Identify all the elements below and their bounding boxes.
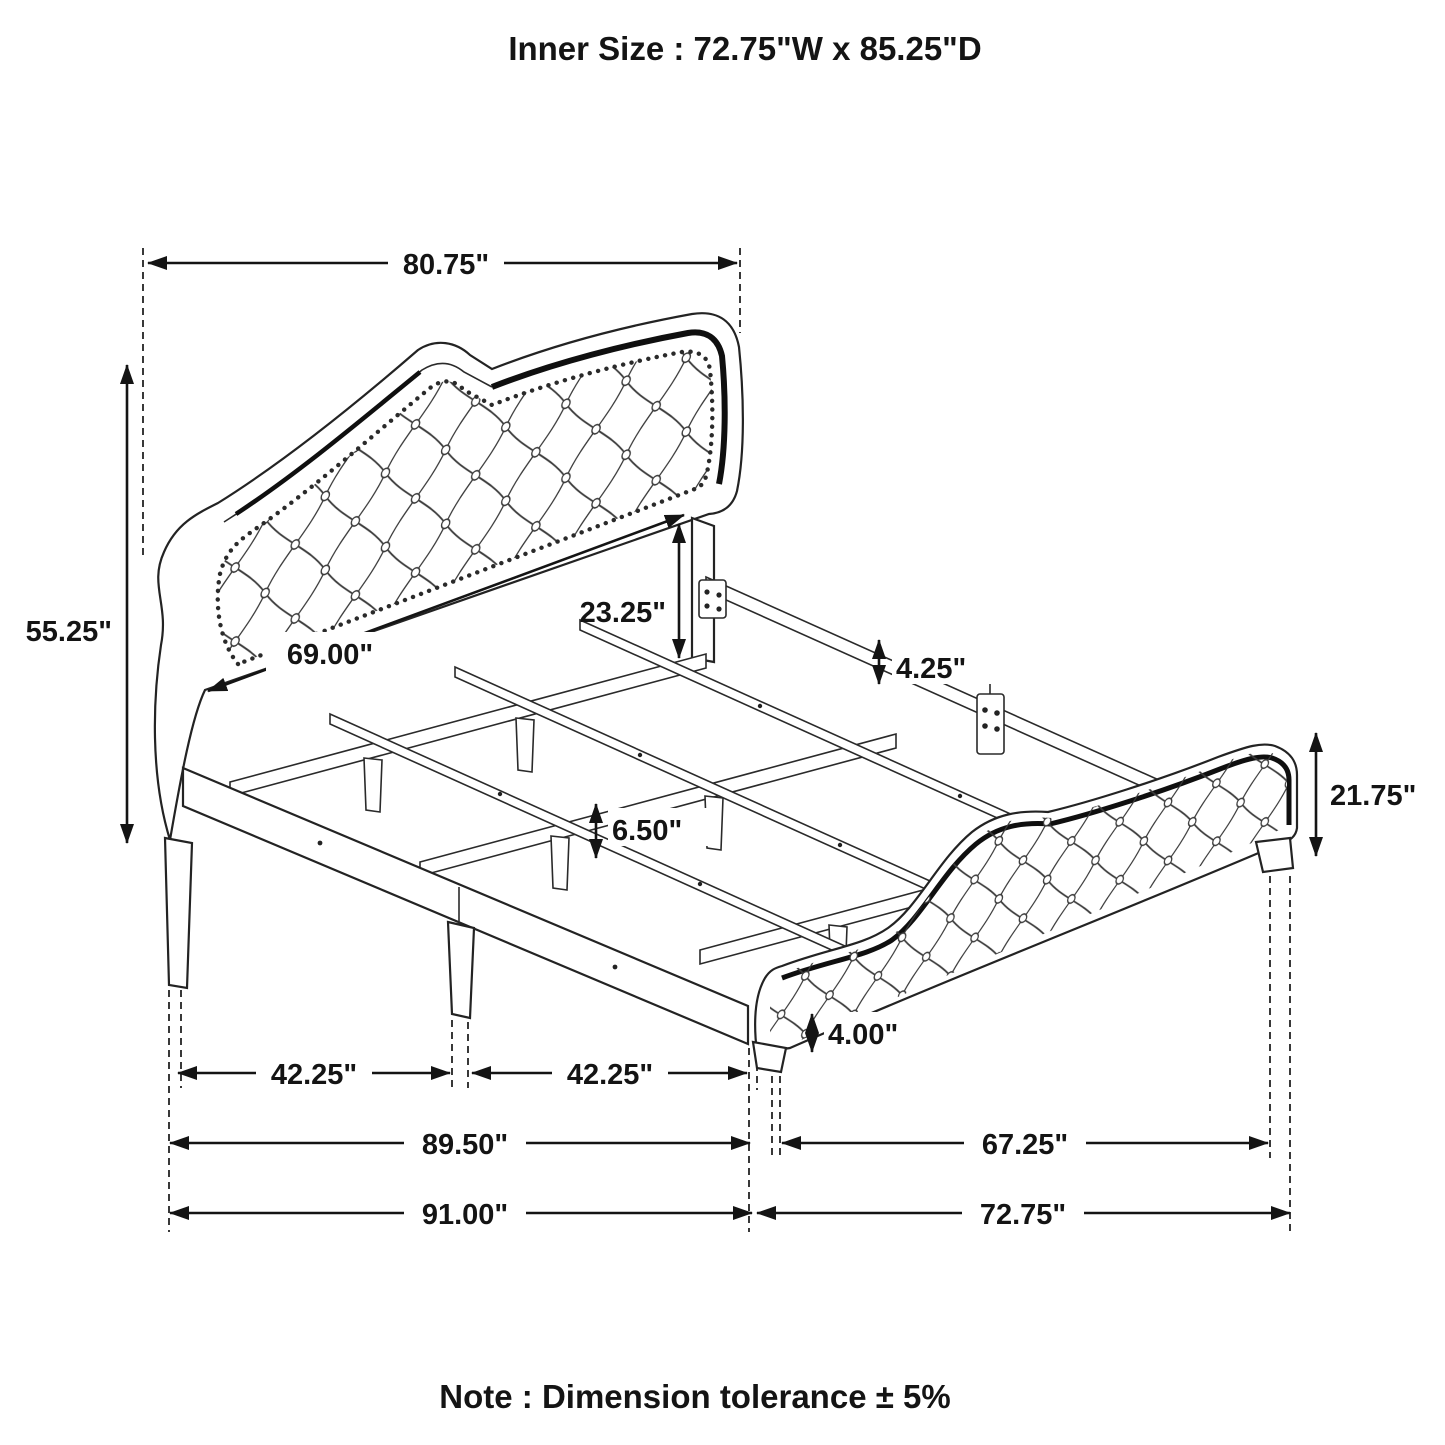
slat-leg [364,758,382,812]
rail-hole [638,753,642,757]
dim-label-rail-back-half: 42.25" [566,1059,654,1091]
rail-hole [838,843,842,847]
dim-label-slat-leg-height: 6.50" [612,815,683,847]
bracket-hole [716,592,721,597]
footboard-right-leg [1256,838,1293,872]
bracket-hole [994,710,1000,716]
bracket-hole [716,606,721,611]
rail-hole [613,965,618,970]
slat-leg [516,718,534,772]
bracket-hole [982,723,988,729]
dim-label-rail-front-half: 42.25" [270,1059,358,1091]
dim-label-overall-depth: 91.00" [421,1199,509,1231]
dim-label-headboard-inner-width: 69.00" [286,639,374,671]
dim-label-side-rail-length: 89.50" [421,1129,509,1161]
bracket-hole [704,603,709,608]
rail-hole [958,794,962,798]
dim-label-post-height: 23.25" [579,597,666,629]
bracket-hole [704,589,709,594]
deck-rail [455,667,1001,923]
page-title: Inner Size : 72.75"W x 85.25"D [508,30,982,67]
footboard-left-leg [753,1042,786,1072]
dim-label-headboard-height: 55.25" [25,616,112,648]
rail-hole [318,841,323,846]
bracket-hole [994,726,1000,732]
deck-rail [330,714,876,970]
dim-label-rail-height: 4.25" [896,653,967,685]
dim-label-headboard-width: 80.75" [402,249,490,281]
dim-label-footboard-leg-height: 4.00" [828,1019,899,1051]
rail-hole [498,792,502,796]
rail-hole [758,704,762,708]
dim-label-footboard-height: 21.75" [1330,780,1417,812]
headboard-left-leg [165,838,192,988]
tolerance-note: Note : Dimension tolerance ± 5% [439,1378,951,1415]
dim-label-footboard-inner-width: 67.25" [981,1129,1069,1161]
rail-hole [698,882,702,886]
rail-center-leg [448,922,474,1018]
slat-leg [551,836,569,890]
dim-label-overall-width: 72.75" [979,1199,1067,1231]
bracket-hole [982,707,988,713]
cross-slat-middle [420,734,896,876]
center-support-bracket [977,694,1004,754]
rail-bracket [699,580,726,618]
